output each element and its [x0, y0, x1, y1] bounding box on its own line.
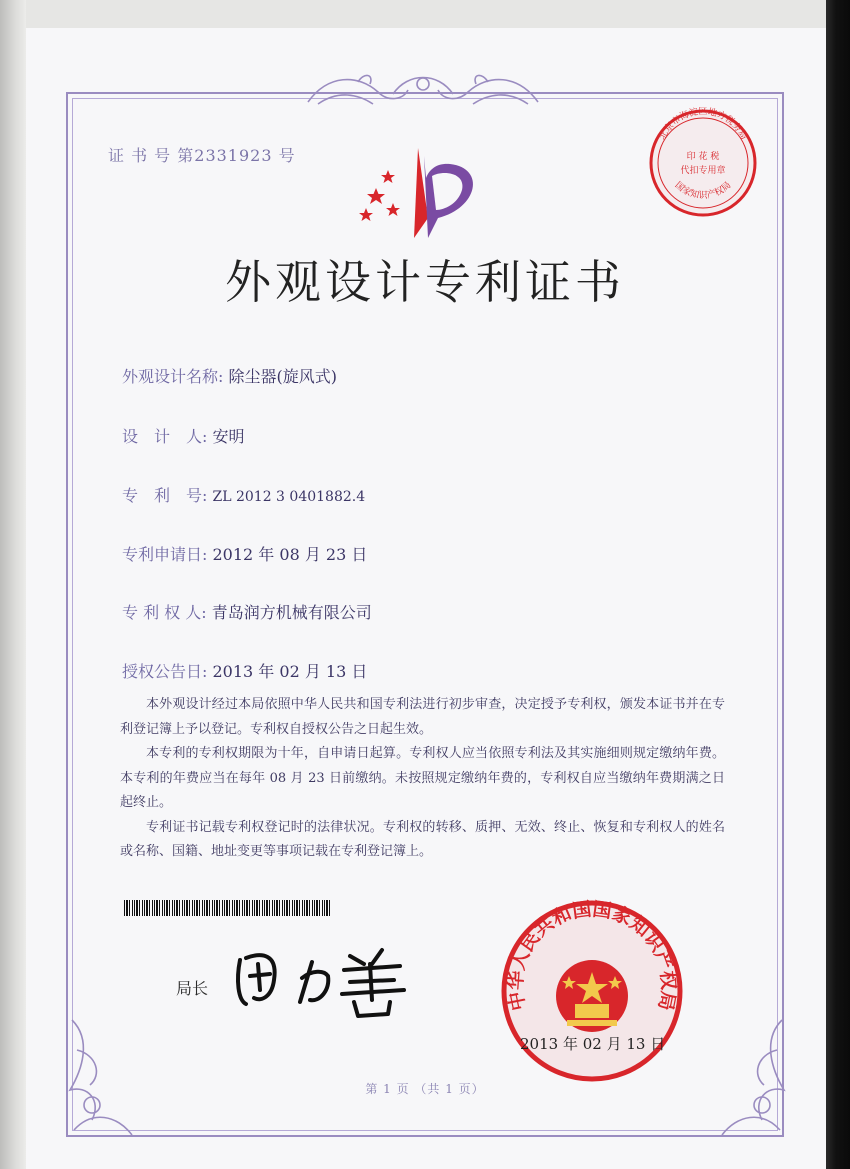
tax-stamp-text: 北京市海淀区地方税务局	[657, 107, 749, 142]
tax-stamp-inner-1: 印 花 税	[686, 152, 720, 162]
body-paragraph-2: 本专利的专利权期限为十年，自申请日起算。专利权人应当依照专利法及其实施细则规定缴纳年费。本专利的年费应当在每年 08 月 23 日前缴纳。未按照规定缴纳年费的，专利权自应当缴纳年费期满之日起终止。	[120, 746, 725, 810]
design-name-value: 除尘器(旋风式)	[228, 367, 337, 386]
barcode	[124, 900, 332, 916]
certificate-number-value: 2331923	[194, 146, 273, 165]
official-seal-text: 中华人民共和国国家知识产权局	[504, 898, 680, 1013]
bottom-left-ornament	[62, 1010, 142, 1140]
seal-date: 2013 年 02 月 13 日	[520, 1035, 666, 1053]
top-ornament	[298, 64, 548, 114]
certificate-title: 外观设计专利证书	[225, 255, 625, 309]
bottom-right-ornament	[712, 1010, 792, 1140]
design-name-label: 外观设计名称:	[122, 367, 224, 386]
field-patentee	[122, 600, 372, 623]
tax-stamp-inner-2: 代扣专用章	[680, 166, 726, 176]
director-signature	[232, 940, 412, 1020]
filing-date-label: 专利申请日:	[122, 545, 208, 564]
page-number: 第 1 页 （共 1 页）	[365, 1082, 485, 1096]
patent-number-label: 专 利 号:	[122, 486, 208, 505]
patent-office-logo	[358, 148, 488, 240]
grant-date-value: 2013 年 02 月 13 日	[212, 662, 368, 681]
field-designer	[122, 424, 245, 447]
tax-stamp-bottom: 国家知识产权局	[672, 180, 734, 202]
official-seal	[497, 896, 687, 1086]
field-grant-date	[122, 659, 367, 682]
scan-left-shadow	[0, 0, 26, 1169]
certificate-body	[120, 693, 725, 865]
grant-date-label: 授权公告日:	[122, 662, 208, 681]
designer-value: 安明	[212, 427, 245, 446]
body-paragraph-1: 本外观设计经过本局依照中华人民共和国专利法进行初步审查，决定授予专利权，颁发本证书并在专利登记簿上予以登记。专利权自授权公告之日起生效。	[120, 697, 725, 737]
patentee-value: 青岛润方机械有限公司	[211, 603, 372, 622]
certificate-number	[108, 143, 296, 166]
scan-right-edge	[826, 0, 850, 1169]
tax-stamp	[647, 107, 759, 219]
body-paragraph-3: 专利证书记载专利权登记时的法律状况。专利权的转移、质押、无效、终止、恢复和专利权人的姓名或名称、国籍、地址变更等事项记载在专利登记簿上。	[120, 819, 725, 859]
filing-date-value: 2012 年 08 月 23 日	[212, 545, 368, 564]
field-patent-number	[122, 483, 365, 506]
field-filing-date	[122, 542, 367, 565]
field-design-name	[122, 364, 337, 387]
designer-label: 设 计 人:	[122, 427, 208, 446]
chief-label: 局长	[176, 979, 209, 998]
patentee-label: 专 利 权 人:	[122, 603, 207, 622]
patent-number-value: ZL 2012 3 0401882.4	[212, 489, 366, 505]
certificate-number-label: 证 书 号 第	[108, 146, 195, 165]
certificate-number-suffix: 号	[278, 146, 296, 165]
